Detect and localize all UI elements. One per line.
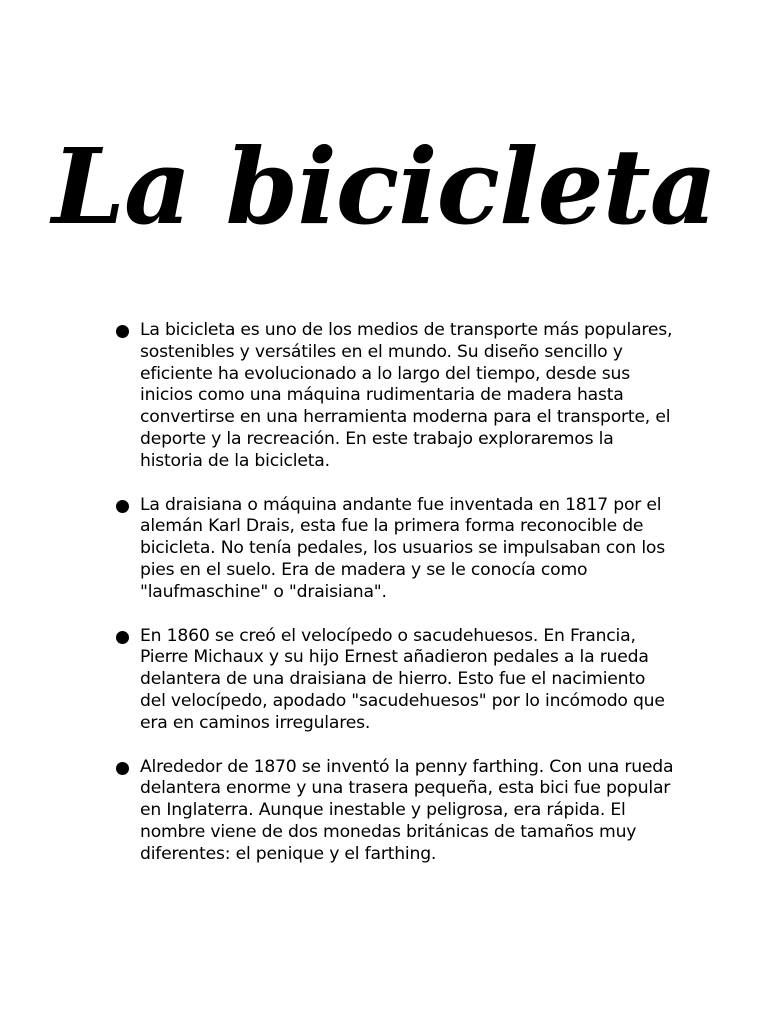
bullet-icon [116,762,129,775]
bullet-icon [116,325,129,338]
list-item [116,320,676,473]
page-title: La bicicleta [51,125,717,248]
paragraph-velocipedo: En 1860 se creó el velocípedo o sacudehuesos. En Francia, Pierre Michaux y su hijo Ernest añadieron pedales a la rueda delantera de una draisiana de hierro. Esto fue el nacimiento del velocípedo, apodado "sacudehuesos" por lo incómodo que era en caminos irregulares. [140,625,665,733]
paragraph-penny-farthing: Alrededor de 1870 se inventó la penny farthing. Con una rueda delantera enorme y una trasera pequeña, esta bici fue popular en Inglaterra. Aunque inestable y peligrosa, era rápida. El nombre viene de dos monedas británicas de tamaños muy diferentes: el penique y el farthing. [140,756,674,864]
bullet-icon [116,631,129,644]
list-item [116,626,676,735]
list-item [116,495,676,604]
bullet-icon [116,500,129,513]
paragraph-intro: La bicicleta es uno de los medios de transporte más populares, sostenibles y versátiles en el mundo. Su diseño sencillo y eficiente ha evolucionado a lo largo del tiempo, desde sus inicios como una máquina rudimentaria de madera hasta convertirse en una herramienta moderna para el transporte, el deporte y la recreación. En este trabajo exploraremos la historia de la bicicleta. [140,320,673,471]
paragraph-draisiana: La draisiana o máquina andante fue inventada en 1817 por el alemán Karl Drais, esta fue la primera forma reconocible de bicicleta. No tenía pedales, los usuarios se impulsaban con los pies en el suelo. Era de madera y se le conocía como "laufmaschine" o "draisiana". [140,494,665,602]
bullet-list [116,320,676,888]
list-item [116,757,676,866]
